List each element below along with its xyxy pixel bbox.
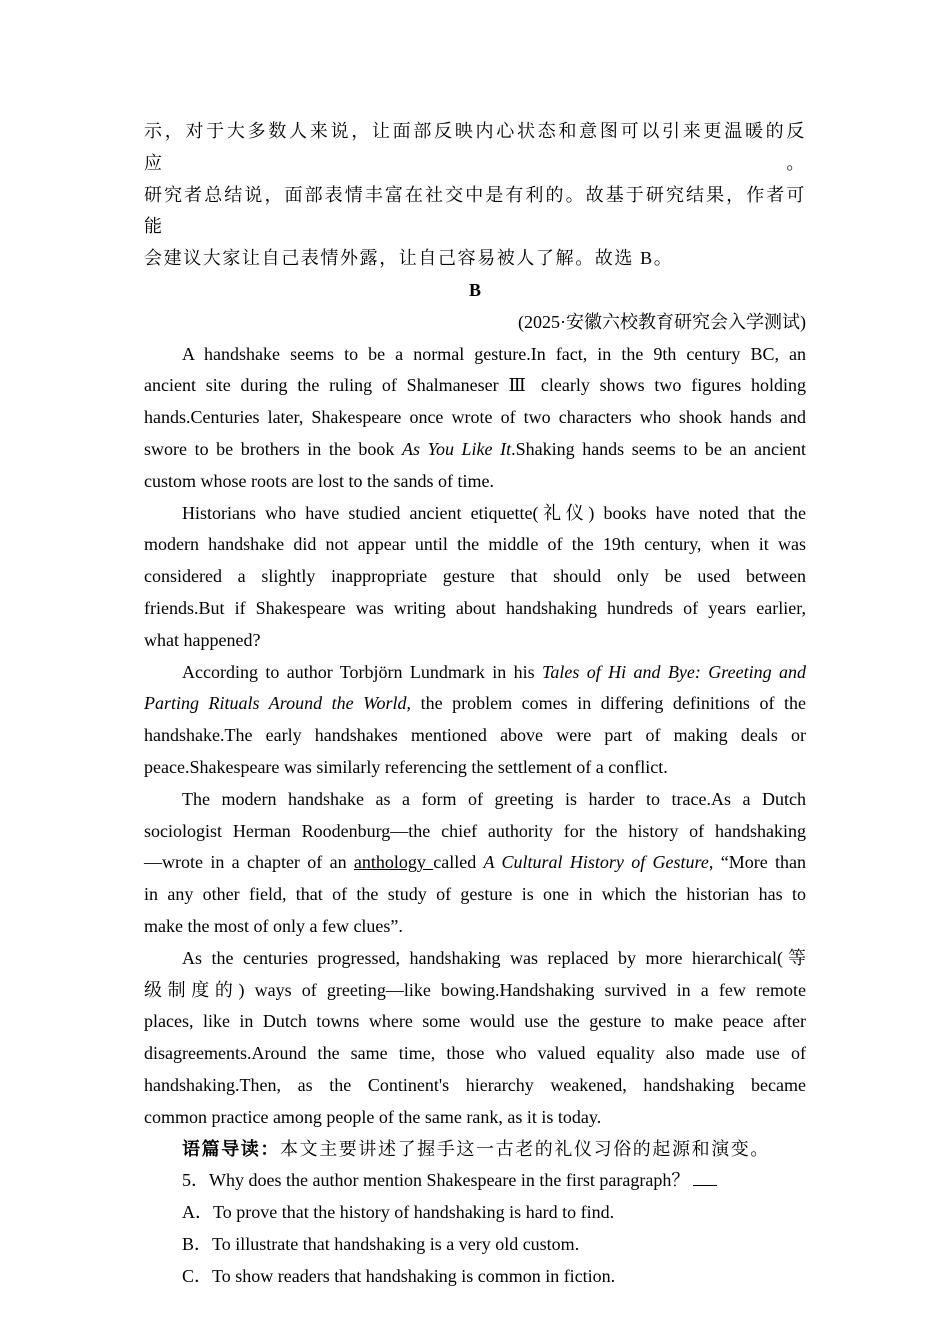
- option-b[interactable]: B．To illustrate that handshaking is a very old custom.: [182, 1233, 580, 1254]
- passage-line: make the most of only a few clues”.: [144, 915, 403, 936]
- text-run: According to author Torbjörn Lundmark in his: [182, 661, 543, 682]
- passage-line: As the centuries progressed, handshaking was replaced by more hierarchical(等: [182, 947, 806, 968]
- paragraph-5: [144, 943, 806, 1134]
- passage-line: common practice among people of the same rank, as it is today.: [144, 1106, 602, 1127]
- passage-line: ancient site during the ruling of Shalmaneser Ⅲ clearly shows two figures holding: [144, 375, 806, 396]
- option-letter: C: [182, 1265, 195, 1286]
- paragraph-2: [144, 498, 806, 657]
- question-number: 5: [182, 1170, 191, 1191]
- passage-line: sociologist Herman Roodenburg—the chief authority for the history of handshaking: [144, 820, 806, 841]
- passage-line: handshake.The early handshakes mentioned above were part of making deals or: [144, 725, 806, 746]
- passage-line: disagreements.Around the same time, those who valued equality also made use of: [144, 1043, 806, 1064]
- book-title: Parting Rituals Around the World: [144, 693, 407, 714]
- underlined-word: anthology: [353, 852, 434, 873]
- passage-line: hands.Centuries later, Shakespeare once wrote of two characters who shook hands and: [144, 407, 806, 428]
- passage-line: custom whose roots are lost to the sands of time.: [144, 470, 494, 491]
- option-a[interactable]: A．To prove that the history of handshaking is hard to find.: [182, 1202, 615, 1223]
- option-c[interactable]: C．To show readers that handshaking is common in fiction.: [182, 1265, 616, 1286]
- passage-line: [144, 434, 806, 466]
- explanation-line: 示，对于大多数人来说，让面部反映内心状态和意图可以引来更温暖的反应。: [144, 121, 806, 173]
- text-run: —wrote in a chapter of an: [144, 852, 354, 873]
- text-run: called: [433, 852, 484, 873]
- passage-line: modern handshake did not appear until the middle of the 19th century, when it was: [144, 534, 806, 555]
- text-run: swore to be brothers in the book: [144, 438, 403, 459]
- guide-text: 本文主要讲述了握手这一古老的礼仪习俗的起源和演变。: [280, 1138, 770, 1159]
- explanation-line: 研究者总结说，面部表情丰富在社交中是有利的。故基于研究结果，作者可能: [144, 184, 806, 237]
- passage-line: 级制度的) ways of greeting—like bowing.Handshaking survived in a few remote: [144, 979, 806, 1000]
- passage-line: [144, 688, 806, 720]
- question-stem: 5．Why does the author mention Shakespeare in the first paragraph？: [144, 1165, 806, 1197]
- passage-line: what happened?: [144, 629, 261, 650]
- passage-source: (2025·安徽六校教育研究会入学测试): [518, 311, 806, 332]
- passage-line: peace.Shakespeare was similarly referencing the settlement of a conflict.: [144, 756, 668, 777]
- option-text: To prove that the history of handshaking is hard to find.: [213, 1202, 615, 1223]
- text-run: , “More than: [708, 852, 807, 873]
- question-text: Why does the author mention Shakespeare in the first paragraph？: [209, 1170, 690, 1191]
- section-label: B: [468, 279, 481, 300]
- passage-line: Historians who have studied ancient etiquette(礼仪) books have noted that the: [182, 502, 806, 523]
- text-run: , the problem comes in differing definitions of the: [406, 693, 806, 714]
- passage-line: A handshake seems to be a normal gesture.In fact, in the 9th century BC, an: [182, 343, 806, 364]
- passage-line: in any other field, that of the study of gesture is one in which the historian has to: [144, 884, 806, 905]
- question-5: [144, 1165, 806, 1292]
- passage-guide: [144, 1134, 806, 1166]
- paragraph-4: [144, 784, 806, 943]
- passage-line: places, like in Dutch towns where some would use the gesture to make peace after: [144, 1011, 806, 1032]
- passage-line: [144, 657, 806, 689]
- document-page: [144, 116, 806, 1292]
- book-title: A Cultural History of Gesture: [483, 852, 709, 873]
- text-run: .Shaking hands seems to be an ancient: [511, 438, 807, 459]
- option-letter: A: [182, 1202, 195, 1223]
- paragraph-1: [144, 339, 806, 498]
- option-letter: B: [182, 1233, 195, 1254]
- paragraph-3: [144, 657, 806, 784]
- option-text: To illustrate that handshaking is a very old custom.: [212, 1233, 580, 1254]
- passage-line: [144, 847, 806, 879]
- passage-line: handshaking.Then, as the Continent's hierarchy weakened, handshaking became: [144, 1074, 806, 1095]
- book-title: As You Like It: [402, 438, 512, 459]
- passage-line: friends.But if Shakespeare was writing about handshaking hundreds of years earlier,: [144, 597, 806, 618]
- explanation-block: [144, 116, 806, 275]
- explanation-line: 会建议大家让自己表情外露，让自己容易被人了解。故选 B。: [144, 248, 674, 269]
- answer-blank[interactable]: [693, 1167, 717, 1186]
- option-text: To show readers that handshaking is common in fiction.: [212, 1265, 616, 1286]
- guide-label: 语篇导读：: [182, 1138, 280, 1159]
- passage-line: considered a slightly inappropriate gesture that should only be used between: [144, 566, 806, 587]
- book-title: Tales of Hi and Bye: Greeting and: [542, 661, 806, 682]
- passage-line: The modern handshake as a form of greeting is harder to trace.As a Dutch: [182, 788, 806, 809]
